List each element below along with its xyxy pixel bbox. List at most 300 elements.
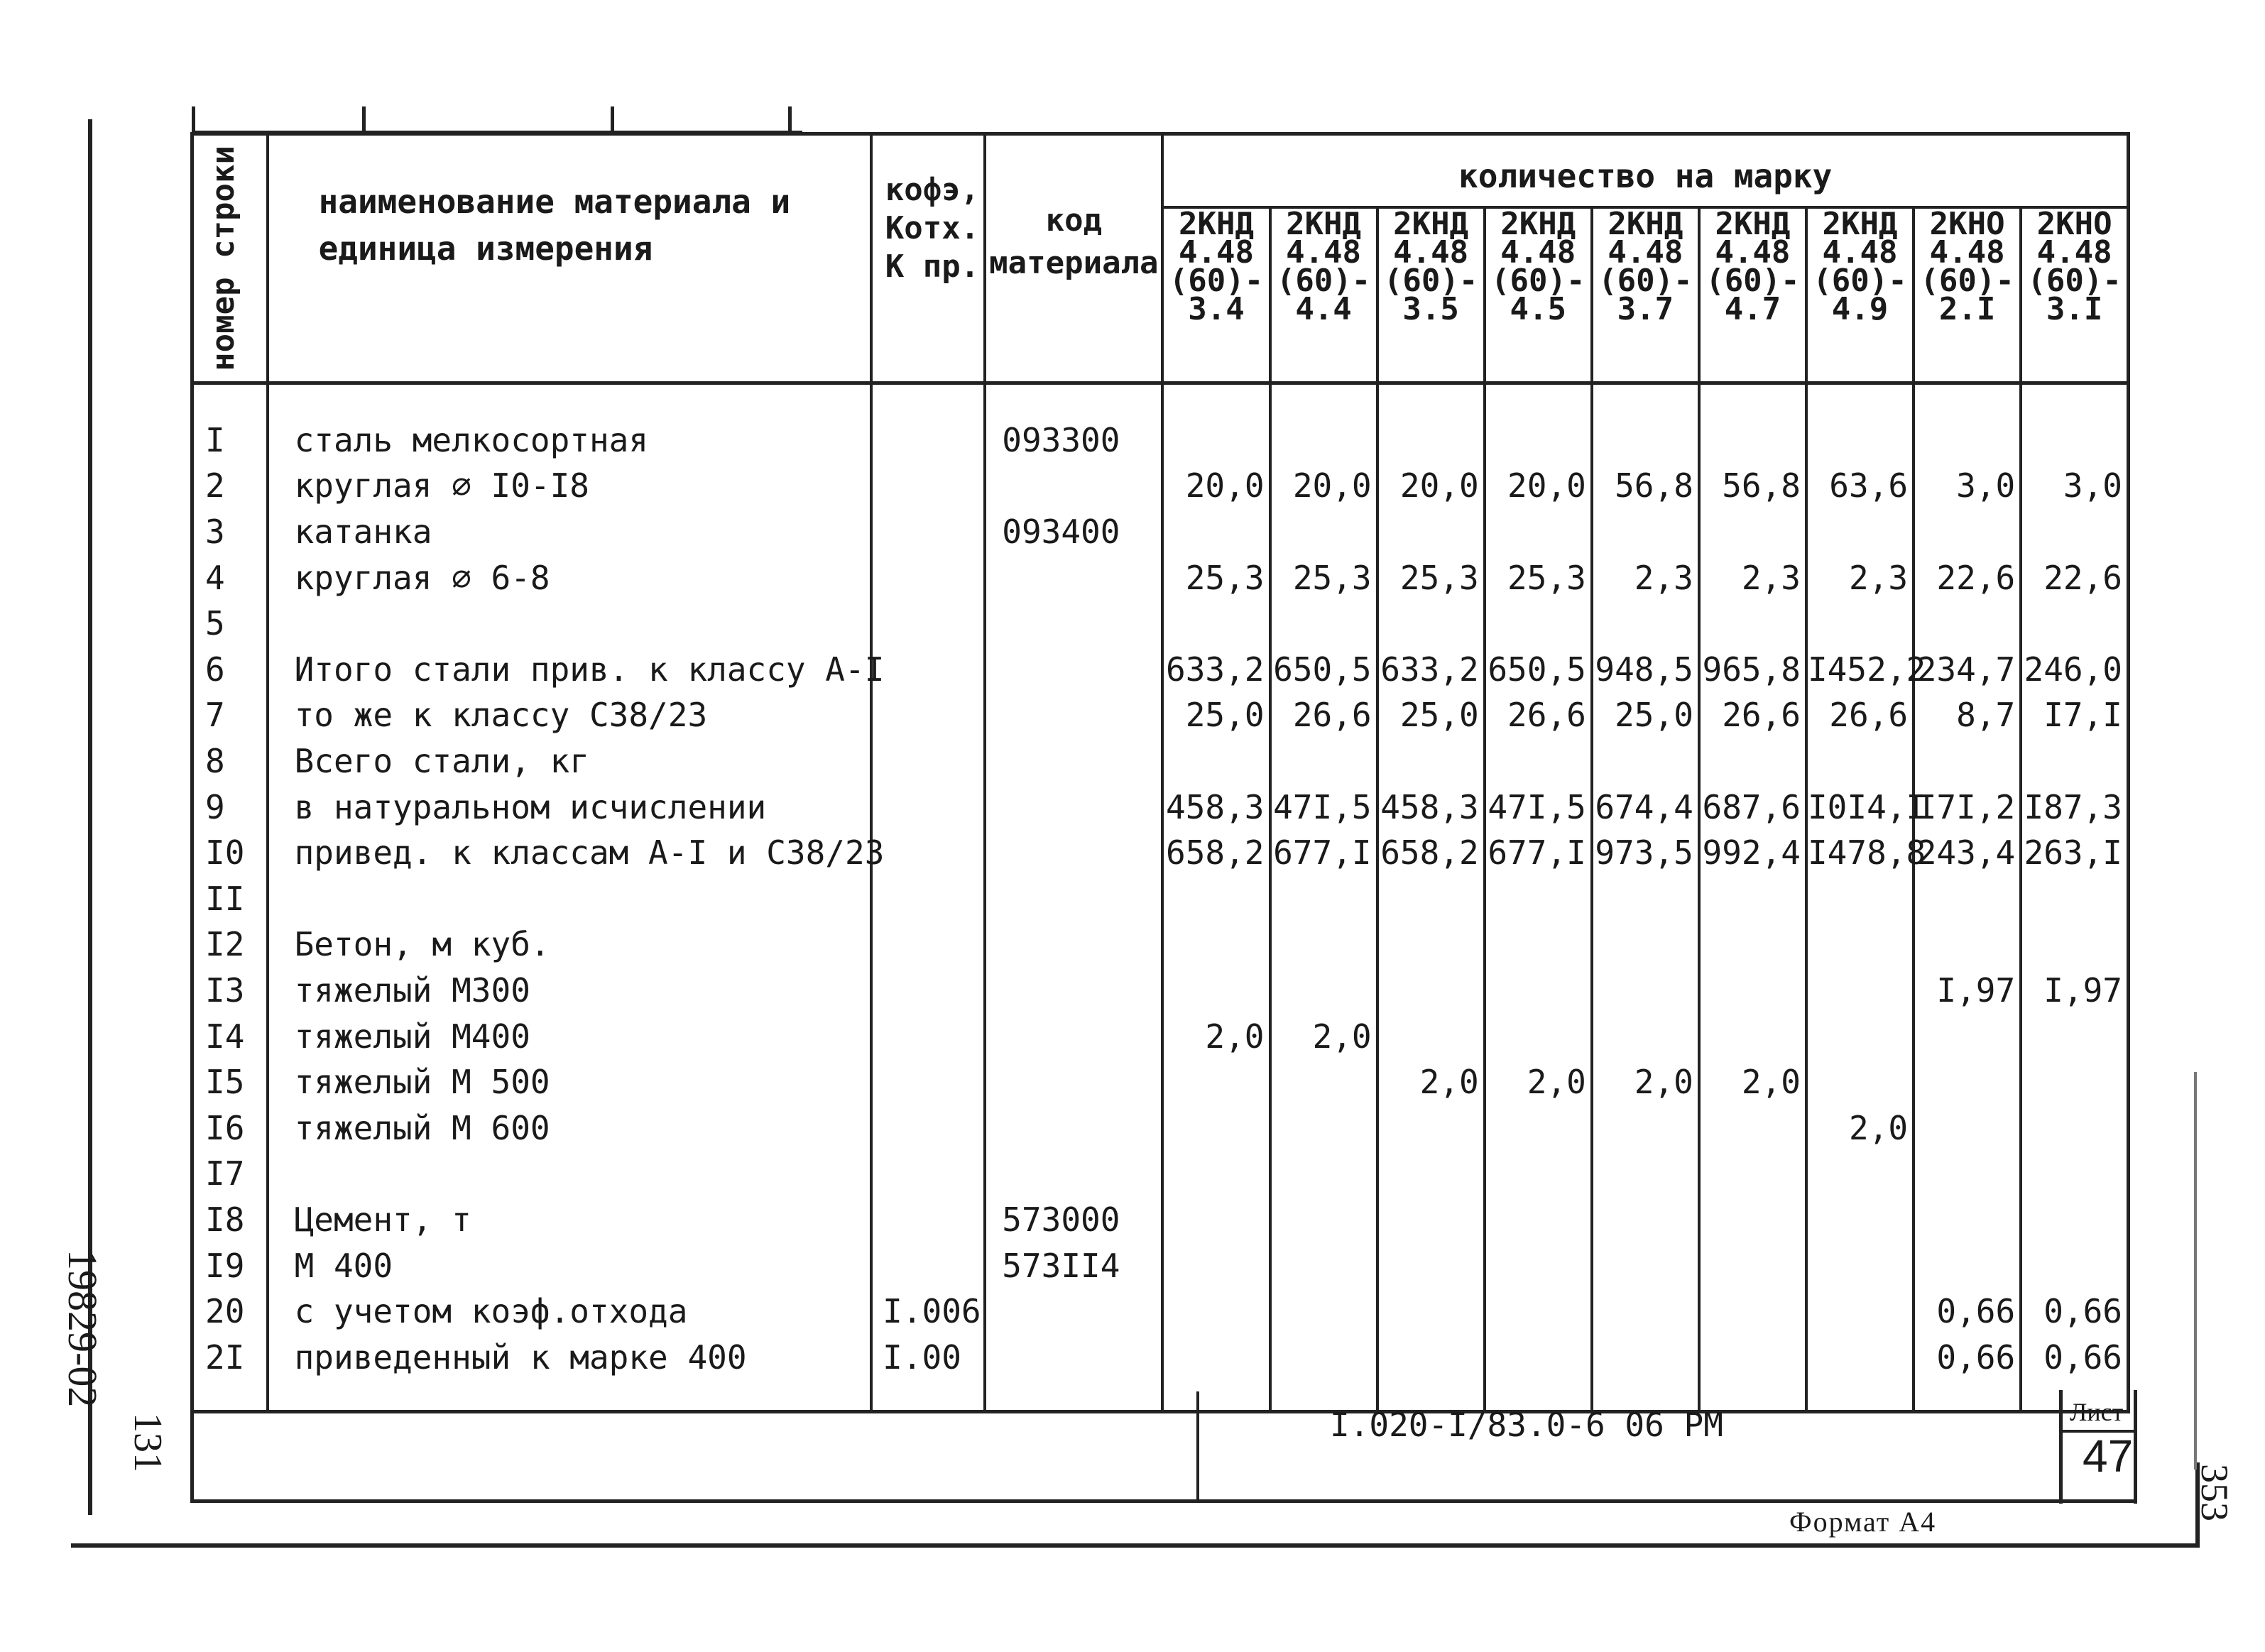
table-cell bbox=[1915, 417, 2015, 464]
table-cell bbox=[2022, 1014, 2122, 1060]
table-cell bbox=[1915, 1059, 2015, 1105]
header-brand-3 bbox=[1377, 207, 1485, 383]
table-cell bbox=[1164, 417, 1264, 464]
table-cell bbox=[1379, 1243, 1479, 1289]
table-cell: 246,0 bbox=[2024, 650, 2122, 689]
table-cell bbox=[1593, 738, 1693, 784]
table-cell bbox=[1808, 1014, 1908, 1060]
table-cell bbox=[1002, 1105, 1161, 1152]
table-cell bbox=[2022, 1151, 2122, 1197]
sheet-box bbox=[2059, 1390, 2137, 1504]
table-cell bbox=[1701, 1335, 1801, 1381]
table-cell: 25,3 bbox=[1399, 558, 1479, 597]
table-cell: 2,0 bbox=[1419, 1063, 1479, 1102]
table-cell: I.006 bbox=[883, 1292, 981, 1331]
table-cell bbox=[1379, 738, 1479, 784]
table-cell: I7,I bbox=[2043, 696, 2122, 735]
table-cell: 677,I bbox=[1488, 833, 1586, 873]
table-cell bbox=[1164, 1197, 1264, 1243]
table-cell: 243,4 bbox=[1916, 833, 2016, 873]
header-brand-label: 2КНД 4.48 (60)- 4.9 bbox=[1813, 206, 1907, 328]
table-cell: 26,6 bbox=[1722, 696, 1801, 735]
table-cell bbox=[883, 692, 983, 738]
table-cell: 22,6 bbox=[2043, 558, 2122, 597]
table-cell bbox=[883, 1105, 983, 1152]
table-cell bbox=[1272, 1335, 1372, 1381]
table-cell bbox=[1593, 1014, 1693, 1060]
table-cell: 56,8 bbox=[1615, 466, 1693, 505]
header-brand-label: 2КНД 4.48 (60)- 4.7 bbox=[1705, 206, 1800, 328]
table-cell: 093400 bbox=[1002, 513, 1120, 552]
table-cell: 4 bbox=[205, 558, 225, 597]
table-cell: 3,0 bbox=[1956, 466, 2016, 505]
table-cell: 965,8 bbox=[1702, 650, 1801, 689]
table-cell bbox=[1272, 1151, 1372, 1197]
table-cell bbox=[883, 1243, 983, 1289]
table-cell: 25,3 bbox=[1185, 558, 1265, 597]
table-cell bbox=[1379, 1289, 1479, 1335]
header-row-number-text: номер строки bbox=[205, 146, 241, 371]
table-cell: 658,2 bbox=[1166, 833, 1265, 873]
table-cell: тяжелый М 500 bbox=[294, 1063, 550, 1102]
table-cell bbox=[1002, 968, 1161, 1014]
table-cell bbox=[1808, 1335, 1908, 1381]
column-quantity-2 bbox=[1270, 383, 1377, 1411]
table-cell bbox=[2022, 738, 2122, 784]
column-quantity-4 bbox=[1485, 383, 1592, 1411]
table-cell bbox=[1486, 968, 1586, 1014]
table-cell: М 400 bbox=[294, 1246, 393, 1285]
table-cell: Бетон, м куб. bbox=[294, 925, 550, 964]
column-quantity-5 bbox=[1592, 383, 1699, 1411]
table-cell bbox=[2022, 1243, 2122, 1289]
table-cell bbox=[883, 647, 983, 693]
table-cell: 0,66 bbox=[2043, 1338, 2122, 1377]
table-cell bbox=[1002, 1014, 1161, 1060]
table-cell bbox=[883, 921, 983, 968]
header-brand-label: 2КНД 4.48 (60)- 3.4 bbox=[1169, 206, 1264, 328]
table-cell: с учетом коэф.отхода bbox=[294, 1292, 688, 1331]
table-cell bbox=[1808, 509, 1908, 555]
table-cell bbox=[1002, 1059, 1161, 1105]
title-block-divider bbox=[1196, 1391, 1199, 1499]
table-cell bbox=[1272, 921, 1372, 968]
table-cell bbox=[1164, 921, 1264, 968]
table-cell: 20,0 bbox=[1507, 466, 1586, 505]
column-material-codes bbox=[985, 383, 1162, 1411]
table-cell: 5 bbox=[205, 604, 225, 643]
table-cell bbox=[1915, 876, 2015, 922]
table-cell bbox=[1701, 968, 1801, 1014]
table-cell bbox=[2022, 417, 2122, 464]
frame-bottom-line bbox=[71, 1543, 2200, 1548]
table-cell bbox=[1486, 1014, 1586, 1060]
table-cell: I452,2 bbox=[1807, 650, 1926, 689]
column-quantity-9 bbox=[2021, 383, 2128, 1411]
table-cell: 2,0 bbox=[1312, 1017, 1372, 1056]
table-cell bbox=[1164, 738, 1264, 784]
title-block bbox=[190, 1391, 2134, 1503]
table-cell bbox=[1915, 1014, 2015, 1060]
header-brand-label: 2КНД 4.48 (60)- 3.7 bbox=[1598, 206, 1693, 328]
table-cell bbox=[1002, 830, 1161, 876]
table-cell: сталь мелкосортная bbox=[294, 420, 649, 459]
table-cell: 25,3 bbox=[1292, 558, 1372, 597]
table-cell bbox=[1272, 1243, 1372, 1289]
table-cell bbox=[1379, 601, 1479, 647]
table-cell bbox=[1701, 417, 1801, 464]
table-cell bbox=[2022, 921, 2122, 968]
table-cell: привед. к классам А-I и С38/23 bbox=[294, 833, 885, 873]
table-cell bbox=[1272, 738, 1372, 784]
table-cell: 0,66 bbox=[1936, 1338, 2016, 1377]
header-brand-label: 2КНО 4.48 (60)- 3.I bbox=[2027, 206, 2122, 328]
table-cell bbox=[883, 738, 983, 784]
table-cell bbox=[1701, 738, 1801, 784]
header-coef-text: кофэ, Котх. К пр. bbox=[885, 172, 980, 285]
table-cell bbox=[1808, 738, 1908, 784]
table-cell: I,97 bbox=[2043, 971, 2122, 1010]
table-cell: 25,0 bbox=[1615, 696, 1693, 735]
table-cell bbox=[1808, 417, 1908, 464]
table-cell bbox=[1593, 968, 1693, 1014]
table-cell bbox=[1486, 417, 1586, 464]
table-cell bbox=[1379, 1335, 1479, 1381]
header-brand-label: 2КНД 4.48 (60)- 3.5 bbox=[1383, 206, 1478, 328]
table-cell: Всего стали, кг bbox=[294, 742, 589, 781]
sheet-label: Лист bbox=[2070, 1398, 2124, 1426]
header-brand-5 bbox=[1592, 207, 1699, 383]
table-cell bbox=[1002, 876, 1161, 922]
table-cell bbox=[1701, 601, 1801, 647]
column-quantity-8 bbox=[1914, 383, 2021, 1411]
table-cell: 973,5 bbox=[1595, 833, 1693, 873]
table-cell bbox=[2022, 876, 2122, 922]
table-cell bbox=[1701, 1289, 1801, 1335]
table-cell bbox=[1593, 417, 1693, 464]
table-cell bbox=[1593, 509, 1693, 555]
table-cell: 26,6 bbox=[1292, 696, 1372, 735]
table-cell bbox=[1379, 876, 1479, 922]
table-cell bbox=[1272, 968, 1372, 1014]
table-cell: 674,4 bbox=[1595, 787, 1693, 826]
page-number: 353 bbox=[2193, 1464, 2236, 1521]
column-quantity-6 bbox=[1699, 383, 1806, 1411]
table-cell bbox=[1701, 1243, 1801, 1289]
table-cell bbox=[883, 463, 983, 509]
table-cell: 2,0 bbox=[1205, 1017, 1265, 1056]
table-cell bbox=[1808, 968, 1908, 1014]
header-brand-9 bbox=[2021, 207, 2128, 383]
table-cell bbox=[1164, 1151, 1264, 1197]
table-cell: катанка bbox=[294, 513, 432, 552]
table-cell bbox=[1164, 876, 1264, 922]
column-row-numbers bbox=[192, 383, 268, 1411]
table-cell: I0 bbox=[205, 833, 245, 873]
table-cell: в натуральном исчислении bbox=[294, 787, 767, 826]
table-cell: 573000 bbox=[1002, 1200, 1120, 1239]
table-cell bbox=[1808, 1243, 1908, 1289]
table-cell: 7 bbox=[205, 696, 225, 735]
table-cell: 20,0 bbox=[1292, 466, 1372, 505]
table-cell: тяжелый М 600 bbox=[294, 1108, 550, 1147]
table-cell bbox=[295, 601, 870, 647]
table-cell bbox=[1379, 509, 1479, 555]
table-cell bbox=[883, 1151, 983, 1197]
table-cell bbox=[883, 509, 983, 555]
table-cell bbox=[1486, 509, 1586, 555]
table-cell: Цемент, т bbox=[294, 1200, 471, 1239]
table-cell bbox=[1486, 601, 1586, 647]
table-cell: I478,8 bbox=[1807, 833, 1926, 873]
table-cell: 458,3 bbox=[1380, 787, 1479, 826]
table-cell: 2I bbox=[205, 1338, 245, 1377]
table-cell bbox=[1701, 1151, 1801, 1197]
table-cell bbox=[883, 830, 983, 876]
table-cell: 26,6 bbox=[1507, 696, 1586, 735]
header-quantity-title: количество на марку bbox=[1458, 157, 1833, 195]
table-cell bbox=[1593, 921, 1693, 968]
table-cell bbox=[1486, 1105, 1586, 1152]
table-cell: 633,2 bbox=[1166, 650, 1265, 689]
table-cell bbox=[1379, 1105, 1479, 1152]
table-cell bbox=[1002, 463, 1161, 509]
table-cell bbox=[1808, 921, 1908, 968]
table-cell bbox=[1808, 1197, 1908, 1243]
table-cell: тяжелый М400 bbox=[294, 1017, 530, 1056]
table-cell: 25,0 bbox=[1399, 696, 1479, 735]
table-cell bbox=[1593, 1243, 1693, 1289]
table-cell: круглая ∅ I0-I8 bbox=[294, 466, 589, 505]
table-cell: 2,3 bbox=[1634, 558, 1693, 597]
header-coef bbox=[871, 134, 985, 383]
table-cell bbox=[1486, 1335, 1586, 1381]
side-inventory-number: 131 bbox=[126, 1413, 170, 1472]
table-cell: 56,8 bbox=[1722, 466, 1801, 505]
table-cell bbox=[1164, 601, 1264, 647]
table-cell: тяжелый М300 bbox=[294, 971, 530, 1010]
table-cell: 2,3 bbox=[1741, 558, 1801, 597]
table-cell bbox=[1486, 1243, 1586, 1289]
table-cell bbox=[1272, 601, 1372, 647]
header-brand-8 bbox=[1914, 207, 2021, 383]
table-cell bbox=[883, 417, 983, 464]
table-cell bbox=[1915, 601, 2015, 647]
table-cell: 0,66 bbox=[1936, 1292, 2016, 1331]
column-quantity-1 bbox=[1162, 383, 1270, 1411]
edge-mark bbox=[2194, 1072, 2197, 1470]
table-cell: I8 bbox=[205, 1200, 245, 1239]
sheet-number: 47 bbox=[2083, 1431, 2134, 1482]
table-cell bbox=[1002, 1335, 1161, 1381]
table-cell bbox=[1002, 784, 1161, 831]
column-quantity-3 bbox=[1377, 383, 1485, 1411]
table-cell: 47I,5 bbox=[1488, 787, 1586, 826]
table-cell bbox=[1486, 1151, 1586, 1197]
table-cell: 458,3 bbox=[1166, 787, 1265, 826]
table-cell bbox=[1379, 921, 1479, 968]
table-cell: 8,7 bbox=[1956, 696, 2016, 735]
table-cell bbox=[1379, 968, 1479, 1014]
table-cell bbox=[1272, 1289, 1372, 1335]
header-brand-label: 2КНД 4.48 (60)- 4.5 bbox=[1491, 206, 1586, 328]
table-cell: 3 bbox=[205, 513, 225, 552]
table-cell bbox=[1915, 1197, 2015, 1243]
table-cell: I7 bbox=[205, 1154, 245, 1193]
table-cell bbox=[1701, 1197, 1801, 1243]
table-cell bbox=[1272, 509, 1372, 555]
table-cell bbox=[2022, 601, 2122, 647]
table-cell: 234,7 bbox=[1916, 650, 2016, 689]
header-code-text: код материала bbox=[989, 202, 1159, 281]
table-cell bbox=[1002, 738, 1161, 784]
table-cell bbox=[883, 1197, 983, 1243]
table-cell: 992,4 bbox=[1702, 833, 1801, 873]
table-cell bbox=[883, 1014, 983, 1060]
header-brand-2 bbox=[1270, 207, 1377, 383]
table-cell: 093300 bbox=[1002, 420, 1120, 459]
table-cell bbox=[1915, 921, 2015, 968]
header-code bbox=[985, 134, 1162, 383]
table-cell: 20,0 bbox=[1399, 466, 1479, 505]
table-cell: 25,0 bbox=[1185, 696, 1265, 735]
table-cell bbox=[2022, 1105, 2122, 1152]
table-cell: 687,6 bbox=[1702, 787, 1801, 826]
table-cell bbox=[2022, 1059, 2122, 1105]
table-cell bbox=[1808, 601, 1908, 647]
table-cell: I.00 bbox=[883, 1338, 961, 1377]
table-cell: то же к классу С38/23 bbox=[294, 696, 708, 735]
table-cell bbox=[2022, 1197, 2122, 1243]
table-cell: приведенный к марке 400 bbox=[294, 1338, 747, 1377]
header-brand-7 bbox=[1806, 207, 1914, 383]
table-cell: 20 bbox=[205, 1292, 245, 1331]
table-cell bbox=[1164, 1059, 1264, 1105]
table-cell: 6 bbox=[205, 650, 225, 689]
header-brand-1 bbox=[1162, 207, 1270, 383]
table-cell: I5 bbox=[205, 1063, 245, 1102]
table-cell bbox=[1915, 509, 2015, 555]
table-cell: 2,0 bbox=[1527, 1063, 1586, 1102]
table-cell: 20,0 bbox=[1185, 466, 1265, 505]
column-material-names bbox=[268, 383, 885, 1411]
table-cell bbox=[295, 876, 870, 922]
table-cell: 47I,5 bbox=[1273, 787, 1372, 826]
table-cell: 2,0 bbox=[1848, 1108, 1909, 1147]
table-cell: I9 bbox=[205, 1246, 245, 1285]
table-cell: 948,5 bbox=[1595, 650, 1693, 689]
table-cell bbox=[1915, 1151, 2015, 1197]
table-cell: I,97 bbox=[1936, 971, 2016, 1010]
table-cell: 2,0 bbox=[1634, 1063, 1693, 1102]
table-cell bbox=[1808, 1059, 1908, 1105]
table-cell: 650,5 bbox=[1488, 650, 1586, 689]
table-cell: I87,3 bbox=[2024, 787, 2122, 826]
header-material-name-text: наименование материала и единица измерения bbox=[318, 182, 791, 268]
table-cell bbox=[1379, 417, 1479, 464]
top-ticks bbox=[192, 106, 802, 135]
table-cell: I3 bbox=[205, 971, 245, 1010]
table-cell bbox=[1593, 876, 1693, 922]
table-cell: круглая ∅ 6-8 bbox=[294, 558, 550, 597]
header-brand-label: 2КНО 4.48 (60)- 2.I bbox=[1920, 206, 2014, 328]
table-cell bbox=[1701, 1014, 1801, 1060]
table-cell bbox=[1915, 1243, 2015, 1289]
table-cell bbox=[1808, 876, 1908, 922]
side-inventory-code: 19829-02 bbox=[60, 1249, 106, 1408]
header-brand-4 bbox=[1485, 207, 1592, 383]
column-coefficients bbox=[871, 383, 985, 1411]
table-cell bbox=[883, 784, 983, 831]
table-cell: 0,66 bbox=[2043, 1292, 2122, 1331]
table-cell bbox=[1808, 1289, 1908, 1335]
table-cell: 263,I bbox=[2024, 833, 2122, 873]
table-cell: Итого стали прив. к классу А-I bbox=[294, 650, 885, 689]
table-cell bbox=[1002, 1289, 1161, 1335]
table-cell bbox=[1164, 1105, 1264, 1152]
table-cell: I4 bbox=[205, 1017, 245, 1056]
table-cell bbox=[1486, 1289, 1586, 1335]
table-cell bbox=[1701, 509, 1801, 555]
table-cell bbox=[1272, 1105, 1372, 1152]
table-cell bbox=[1701, 1105, 1801, 1152]
table-cell: 8 bbox=[205, 742, 225, 781]
table-cell: II bbox=[205, 879, 245, 918]
table-cell bbox=[883, 601, 983, 647]
table-cell bbox=[1593, 1151, 1693, 1197]
table-cell bbox=[883, 555, 983, 601]
table-cell: 658,2 bbox=[1380, 833, 1479, 873]
table-cell bbox=[1486, 876, 1586, 922]
table-cell bbox=[1272, 417, 1372, 464]
table-cell bbox=[1379, 1151, 1479, 1197]
table-cell: I2 bbox=[205, 925, 245, 964]
table-cell: I6 bbox=[205, 1108, 245, 1147]
header-quantity bbox=[1162, 134, 2128, 208]
table-cell: 2,3 bbox=[1848, 558, 1909, 597]
table-cell bbox=[1486, 921, 1586, 968]
column-quantity-7 bbox=[1806, 383, 1926, 1411]
table-cell bbox=[1164, 968, 1264, 1014]
table-cell: 3,0 bbox=[2063, 466, 2122, 505]
table-cell bbox=[1593, 1289, 1693, 1335]
table-cell bbox=[1272, 1197, 1372, 1243]
table-cell: 26,6 bbox=[1829, 696, 1909, 735]
table-cell bbox=[1915, 738, 2015, 784]
header-row-number bbox=[192, 134, 268, 383]
table-cell bbox=[1915, 1105, 2015, 1152]
table-cell bbox=[1002, 1151, 1161, 1197]
table-cell bbox=[1593, 601, 1693, 647]
table-cell: 22,6 bbox=[1936, 558, 2016, 597]
table-cell: 650,5 bbox=[1273, 650, 1372, 689]
table-cell bbox=[1272, 876, 1372, 922]
table-cell: 2,0 bbox=[1741, 1063, 1801, 1102]
header-material-name bbox=[268, 134, 872, 383]
table-cell bbox=[883, 1059, 983, 1105]
table-cell: I0I4,I bbox=[1807, 787, 1926, 826]
material-spec-table bbox=[190, 132, 2130, 1413]
table-cell bbox=[1701, 876, 1801, 922]
table-cell: 573II4 bbox=[1002, 1246, 1120, 1285]
table-cell: 25,3 bbox=[1507, 558, 1586, 597]
table-cell: I bbox=[205, 420, 225, 459]
table-cell bbox=[2022, 509, 2122, 555]
table-cell bbox=[295, 1151, 870, 1197]
table-cell bbox=[1002, 647, 1161, 693]
table-cell bbox=[1272, 1059, 1372, 1105]
format-label: Формат А4 bbox=[1789, 1506, 1937, 1538]
